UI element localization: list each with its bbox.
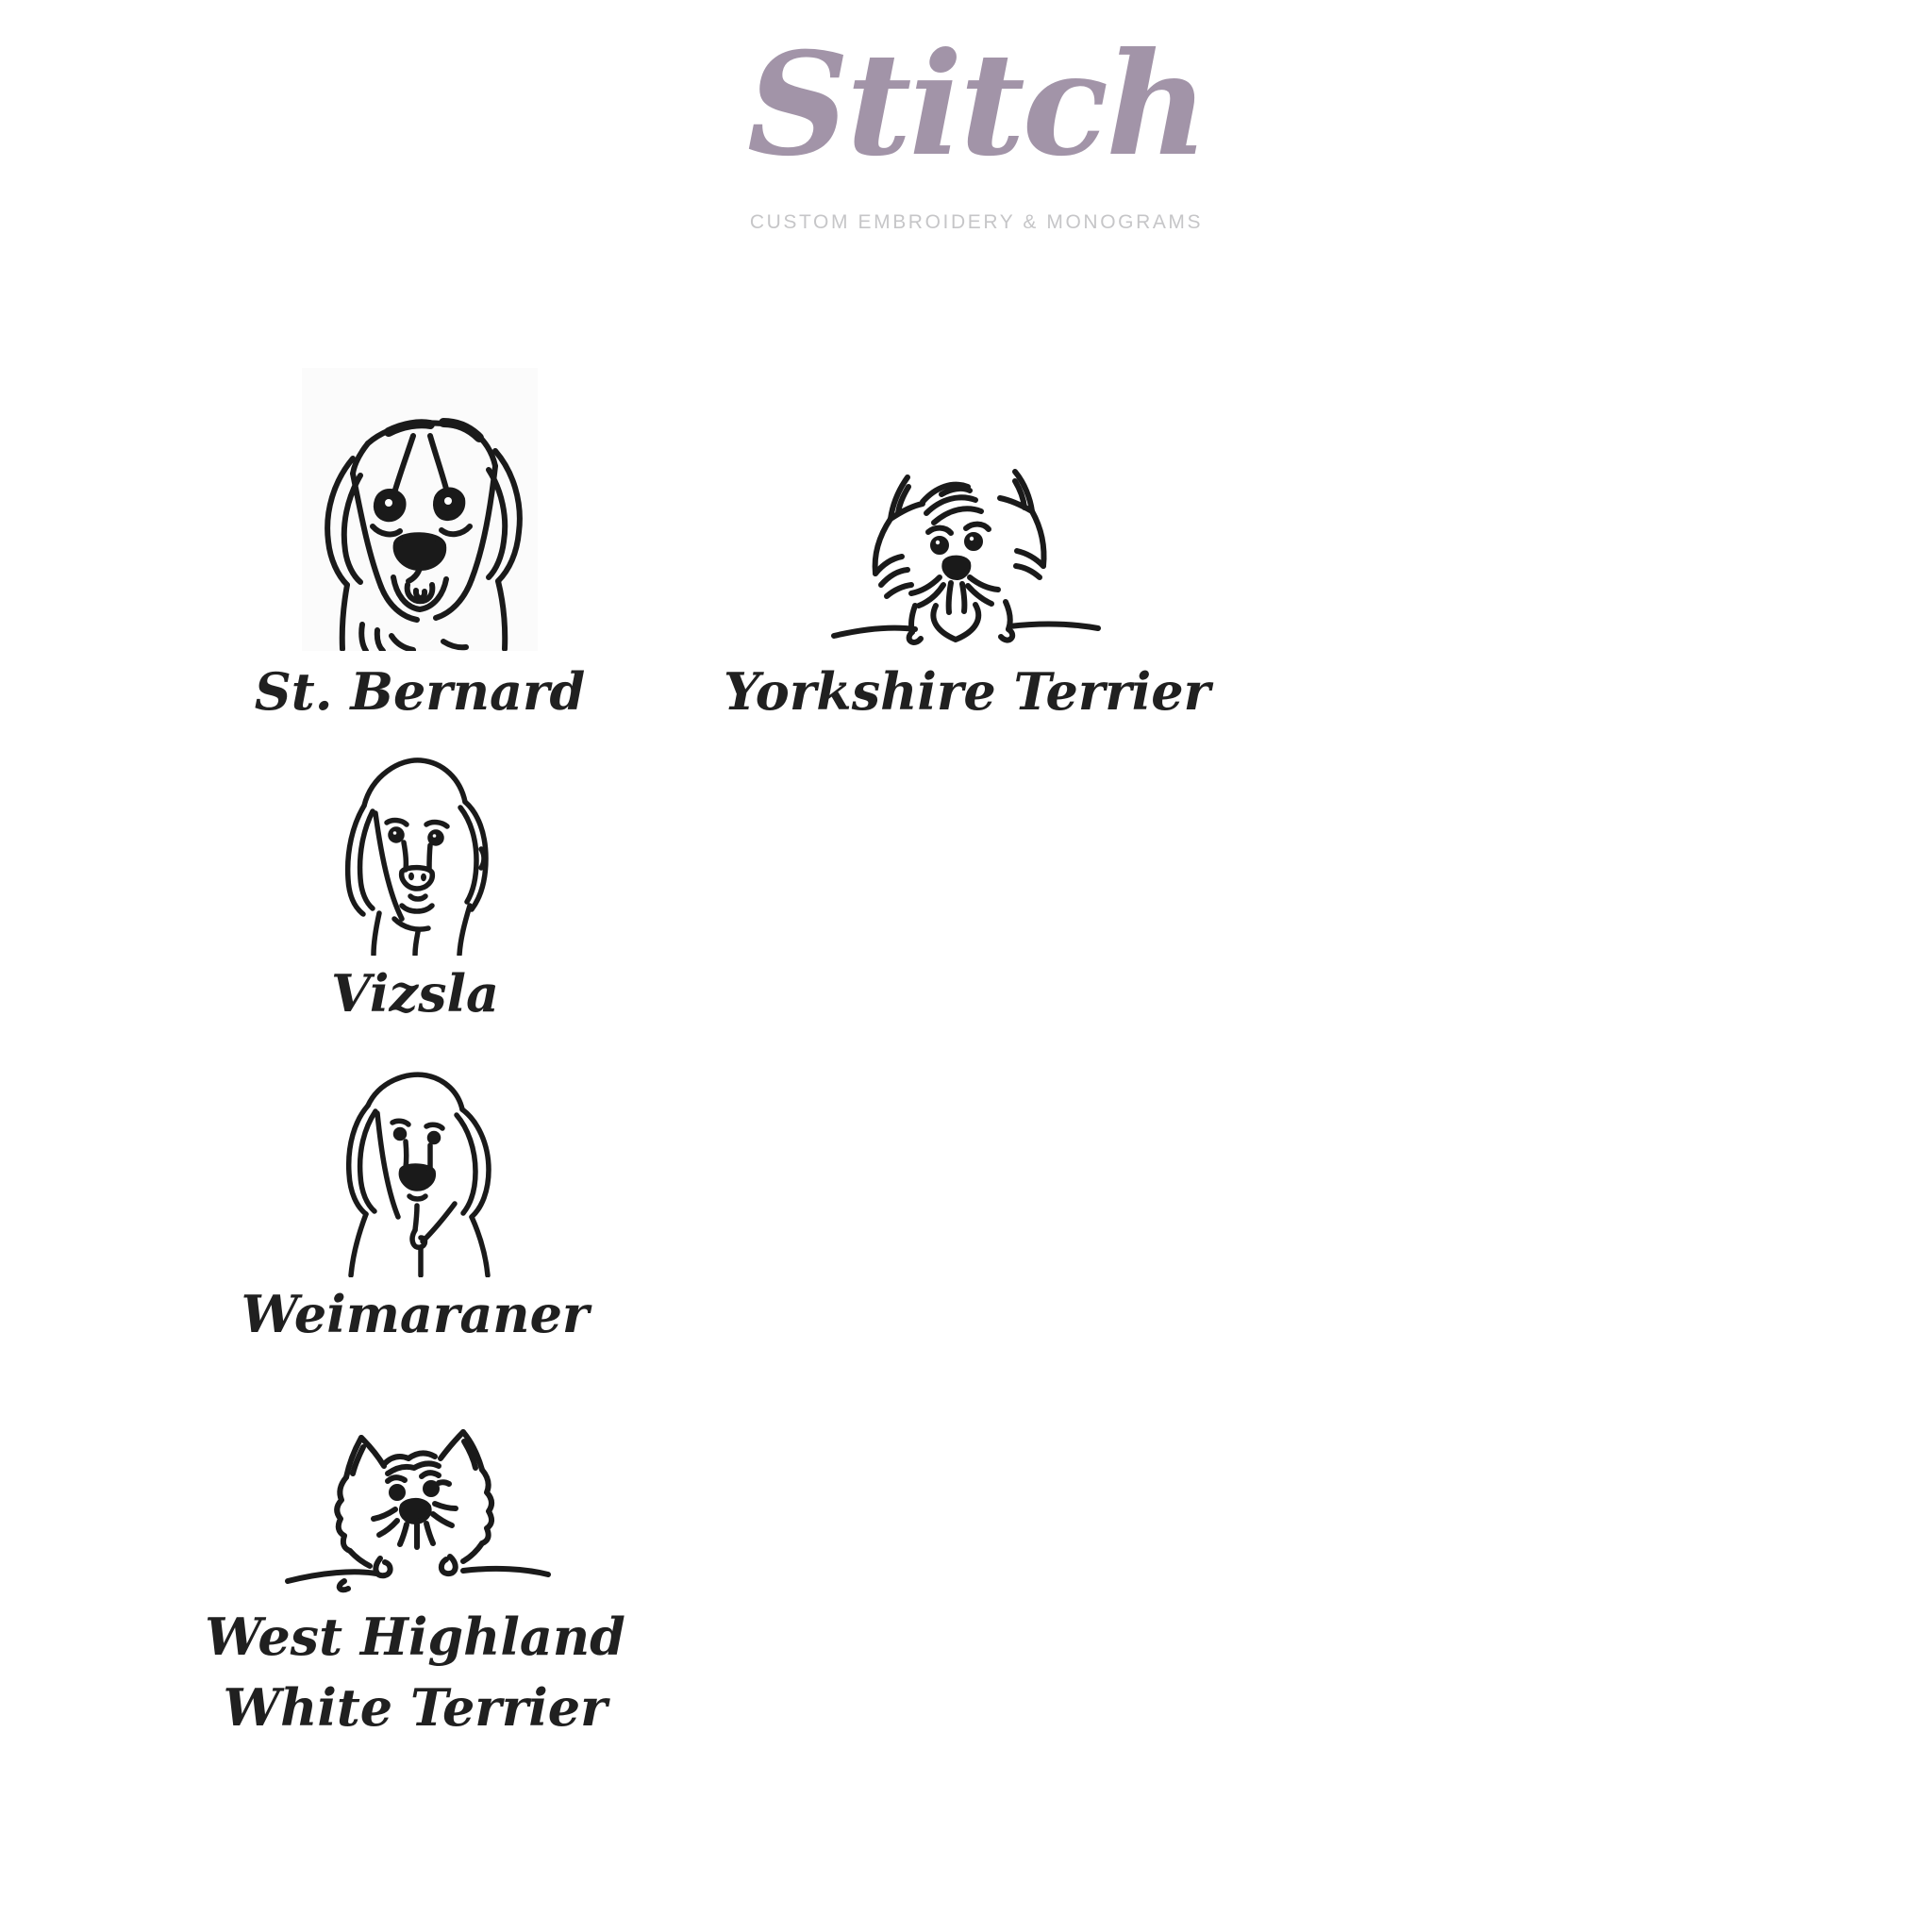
breed-label	[205, 1602, 625, 1742]
west-highland-white-terrier-line-art-icon	[278, 1415, 552, 1600]
breed-item-st-bernard	[254, 368, 586, 745]
breed-label: Vizsla	[330, 963, 500, 1024]
weimaraner-line-art-icon	[311, 1062, 519, 1277]
breed-label-line-2: White Terrier	[223, 1676, 608, 1738]
brand-logo: Stitch	[746, 22, 1207, 188]
breed-item-west-highland-white-terrier	[205, 1415, 625, 1774]
breed-item-vizsla	[321, 743, 509, 1045]
brand-tagline: CUSTOM EMBROIDERY & MONOGRAMS	[749, 211, 1204, 233]
breed-item-weimaraner	[241, 1062, 590, 1374]
breed-item-yorkshire-terrier	[723, 451, 1211, 753]
breed-label: Weimaraner	[241, 1284, 590, 1344]
vizsla-line-art-icon	[321, 743, 509, 956]
breed-label: Yorkshire Terrier	[723, 661, 1211, 722]
yorkshire-terrier-line-art-icon	[821, 451, 1113, 651]
breed-label-line-1: West Highland	[205, 1607, 625, 1667]
breed-label: St. Bernard	[254, 661, 586, 722]
st-bernard-line-art-icon	[302, 368, 538, 651]
